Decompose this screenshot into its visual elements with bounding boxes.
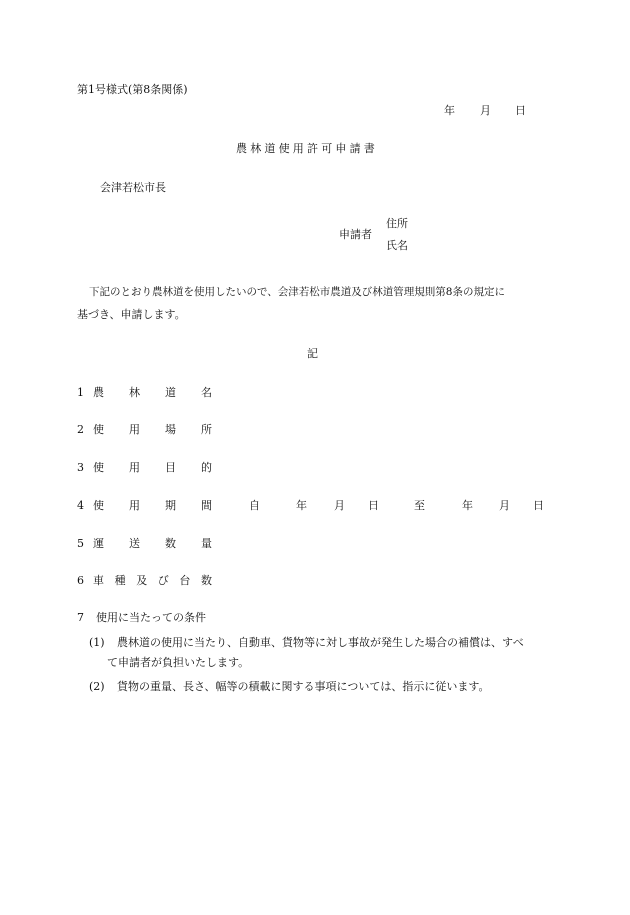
address-label: 住所 bbox=[386, 217, 408, 230]
label-char: 道 bbox=[165, 386, 176, 399]
body-text-line-2: 基づき、申請します。 bbox=[77, 308, 186, 321]
document-title: 農林道使用許可申請書 bbox=[236, 142, 378, 155]
item-number: 6 bbox=[77, 574, 84, 587]
label-char: 台 bbox=[179, 574, 191, 587]
label-char: 農 bbox=[93, 386, 104, 399]
item-number: 3 bbox=[77, 461, 84, 474]
label-char: 所 bbox=[201, 423, 212, 436]
item-label bbox=[93, 500, 212, 511]
label-char: 的 bbox=[201, 461, 212, 474]
name-label: 氏名 bbox=[386, 239, 408, 252]
item-label bbox=[93, 424, 212, 435]
label-char: 数 bbox=[200, 574, 212, 587]
condition-number: (2) bbox=[89, 680, 105, 693]
item-number: 2 bbox=[77, 423, 84, 436]
form-number-label: 第1号様式(第8条関係) bbox=[77, 83, 188, 96]
period-to-month: 月 bbox=[499, 499, 510, 512]
item-number: 1 bbox=[77, 386, 84, 399]
label-char: 使 bbox=[93, 423, 104, 436]
body-text-line-1: 下記のとおり農林道を使用したいので、会津若松市農道及び林道管理規則第8条の規定に bbox=[89, 286, 505, 298]
ki-heading: 記 bbox=[307, 347, 318, 360]
period-from-month: 月 bbox=[334, 499, 345, 512]
label-char: 名 bbox=[201, 386, 212, 399]
period-from-day: 日 bbox=[368, 499, 379, 512]
item-label bbox=[93, 462, 212, 473]
label-char: 及 bbox=[136, 574, 148, 587]
label-char: 用 bbox=[129, 461, 140, 474]
label-char: 送 bbox=[129, 537, 140, 550]
period-from-year: 年 bbox=[296, 499, 307, 512]
item-label bbox=[93, 575, 212, 586]
label-char: 車 bbox=[93, 574, 104, 587]
date-year-label: 年 bbox=[444, 104, 455, 117]
applicant-label: 申請者 bbox=[339, 228, 372, 241]
condition-text-line-2: て申請者が負担いたします。 bbox=[107, 656, 250, 669]
addressee: 会津若松市長 bbox=[100, 181, 166, 194]
label-char: 期 bbox=[165, 499, 176, 512]
label-char: 間 bbox=[201, 499, 212, 512]
label-char: 目 bbox=[165, 461, 176, 474]
date-month-label: 月 bbox=[480, 104, 491, 117]
label-char: 数 bbox=[165, 537, 176, 550]
item-label bbox=[93, 387, 212, 398]
label-char: 種 bbox=[114, 574, 126, 587]
label-char: 用 bbox=[129, 499, 140, 512]
condition-text-line-1: 貨物の重量、長さ、幅等の積載に関する事項については、指示に従います。 bbox=[117, 680, 490, 693]
item-label bbox=[93, 538, 212, 549]
period-from-label: 自 bbox=[249, 499, 260, 512]
condition-number: (1) bbox=[89, 636, 105, 649]
period-to-year: 年 bbox=[462, 499, 473, 512]
label-char: 運 bbox=[93, 537, 104, 550]
period-to-label: 至 bbox=[414, 499, 425, 512]
label-char: 使 bbox=[93, 499, 104, 512]
date-day-label: 日 bbox=[515, 104, 526, 117]
item-label: 使用に当たっての条件 bbox=[96, 611, 206, 624]
period-to-day: 日 bbox=[533, 499, 544, 512]
label-char: び bbox=[157, 574, 169, 587]
label-char: 場 bbox=[165, 423, 176, 436]
condition-text-line-1: 農林道の使用に当たり、自動車、貨物等に対し事故が発生した場合の補償は、すべ bbox=[117, 636, 524, 649]
label-char: 用 bbox=[129, 423, 140, 436]
label-char: 量 bbox=[201, 537, 212, 550]
label-char: 使 bbox=[93, 461, 104, 474]
label-char: 林 bbox=[129, 386, 140, 399]
item-number: 5 bbox=[77, 537, 84, 550]
item-number: 4 bbox=[77, 499, 84, 512]
item-number: 7 bbox=[77, 611, 84, 624]
